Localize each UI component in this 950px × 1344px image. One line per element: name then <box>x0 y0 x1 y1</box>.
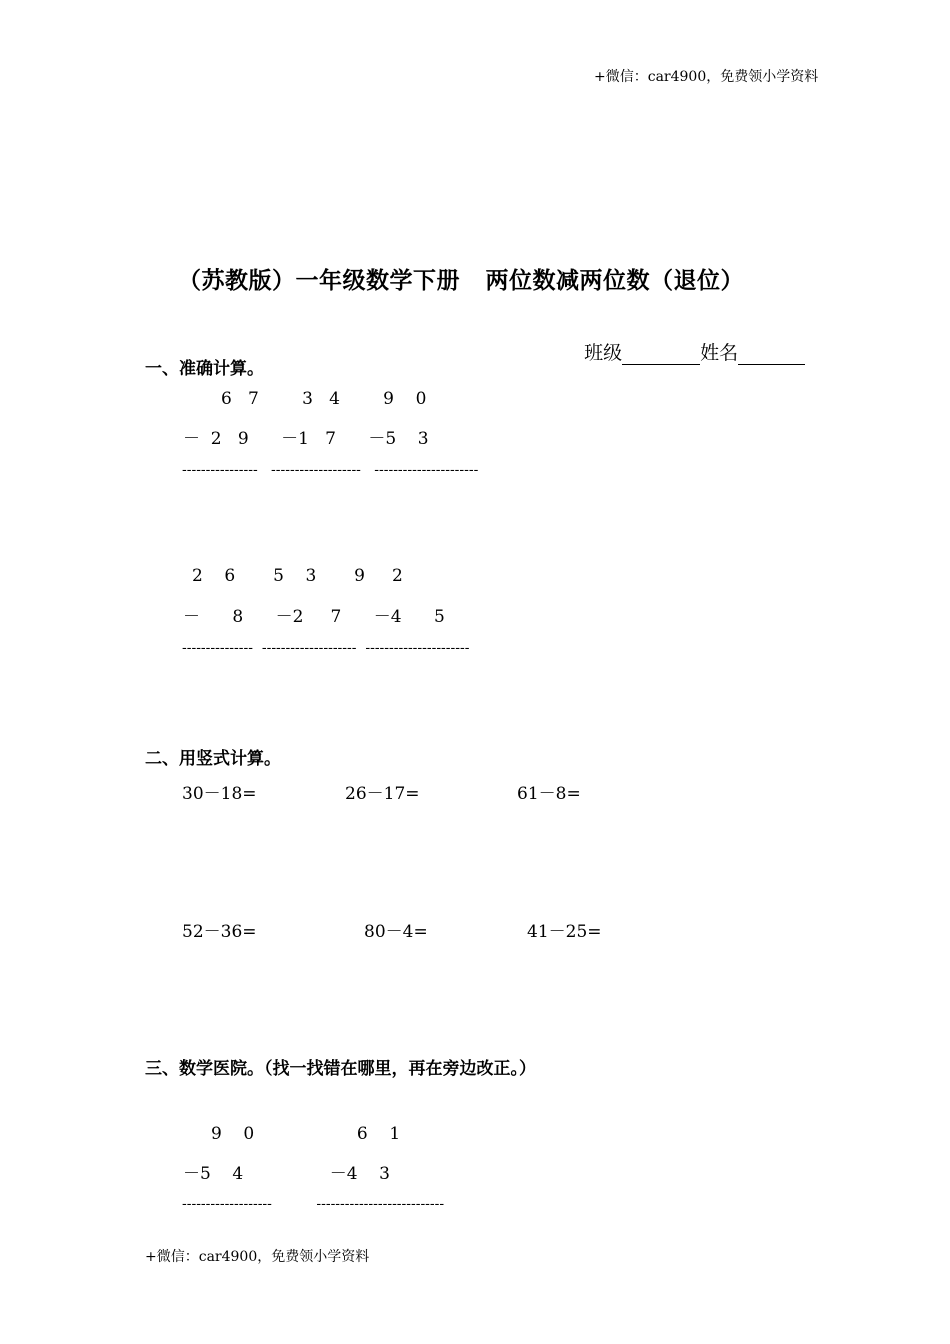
section2-heading: 二、用竖式计算。 <box>145 749 281 769</box>
problem-bottom-row: － 2 9 －1 7 －5 3 <box>183 429 429 449</box>
problem-bottom-row: －5 4 －4 3 <box>183 1164 390 1184</box>
problem-top-row: 2 6 5 3 9 2 <box>192 566 403 586</box>
vertical-calc-problem: 26－17= <box>345 784 420 804</box>
problem-top-row: 9 0 6 1 <box>211 1124 401 1144</box>
class-name-line <box>572 316 805 365</box>
section3-heading: 三、数学医院。（找一找错在哪里，再在旁边改正。） <box>145 1059 536 1079</box>
vertical-calc-problem: 41－25= <box>527 922 602 942</box>
vertical-calc-problem: 30－18= <box>182 784 257 804</box>
footer-note: +微信：car4900，免费领小学资料 <box>145 1249 370 1265</box>
answer-line-row: --------------- -------------------- ---------------------- <box>182 640 470 656</box>
problem-top-row: 6 7 3 4 9 0 <box>221 389 427 409</box>
vertical-calc-problem: 80－4= <box>364 922 428 942</box>
answer-line-row: ------------------- --------------------------- <box>182 1196 445 1212</box>
header-note: +微信：car4900，免费领小学资料 <box>594 69 819 85</box>
page-title: （苏教版）一年级数学下册 两位数减两位数（退位） <box>178 267 745 294</box>
vertical-calc-problem: 52－36= <box>182 922 257 942</box>
class-blank[interactable] <box>622 344 700 365</box>
answer-line-row: ---------------- ------------------- ---------------------- <box>182 462 479 478</box>
section1-heading: 一、准确计算。 <box>145 359 264 379</box>
class-label: 班级 <box>584 342 623 364</box>
problem-bottom-row: － 8 －2 7 －4 5 <box>183 607 445 627</box>
name-label: 姓名 <box>700 342 739 364</box>
vertical-calc-problem: 61－8= <box>517 784 581 804</box>
name-blank[interactable] <box>738 344 805 365</box>
